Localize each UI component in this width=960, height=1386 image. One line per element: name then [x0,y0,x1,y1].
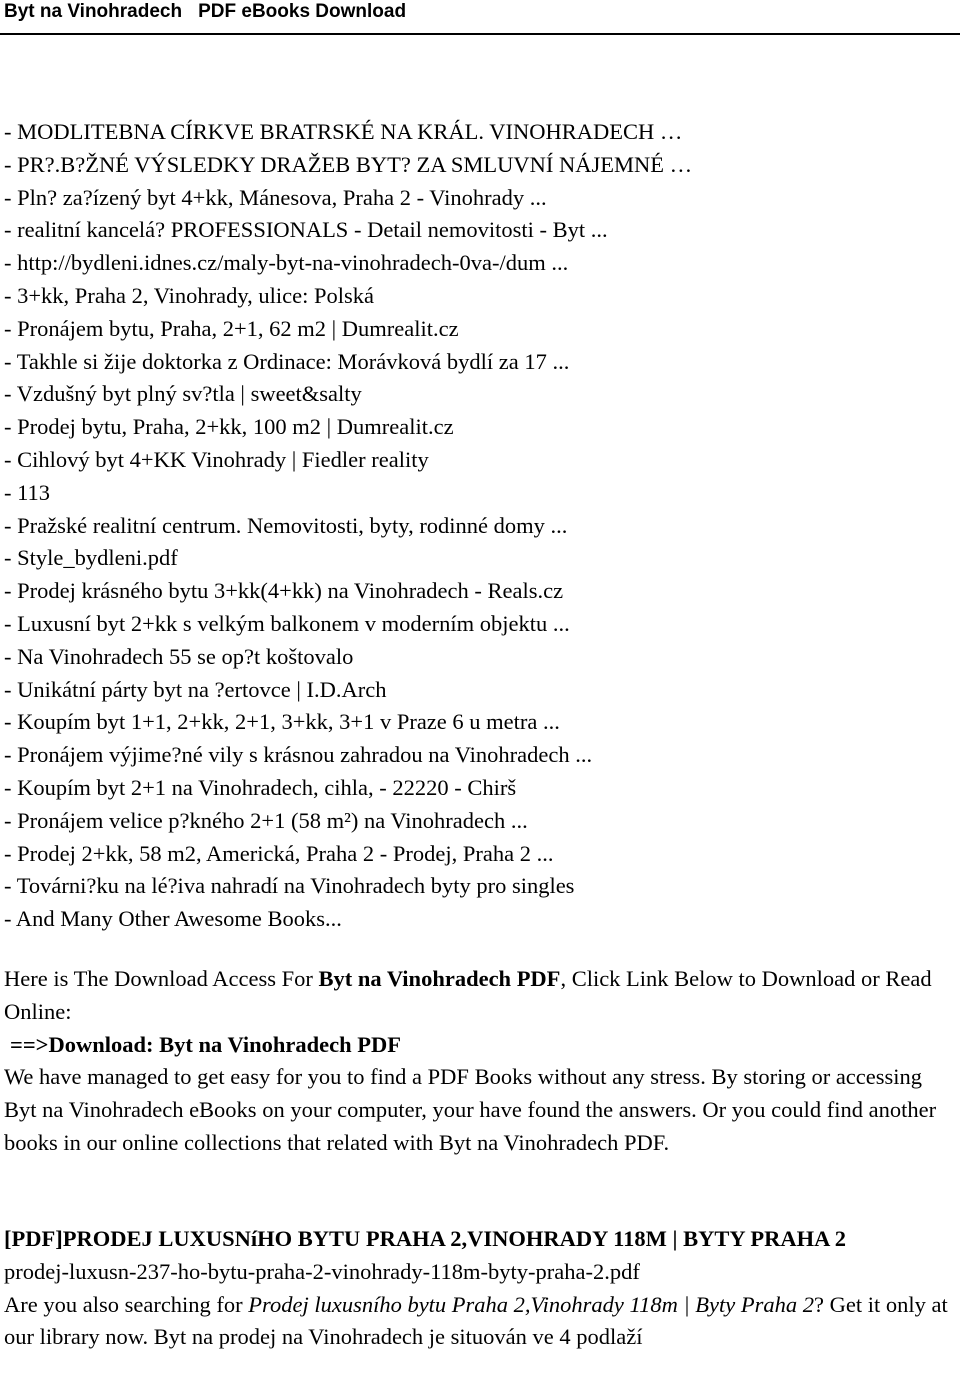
list-item: - Luxusní byt 2+kk s velkým balkonem v moderním objektu ... [4,610,570,636]
list-item: - Unikátní párty byt na ?ertovce | I.D.Arch [4,676,387,702]
list-item: - Prodej bytu, Praha, 2+kk, 100 m2 | Dumrealit.cz [4,414,454,440]
list-item: - Vzdušný byt plný sv?tla | sweet&salty [4,381,362,407]
list-item: - Takhle si žije doktorka z Ordinace: Morávková bydlí za 17 ... [4,348,570,374]
list-item: - Style_bydleni.pdf [4,545,178,571]
list-item: - Továrni?ku na lé?iva nahradí na Vinohradech byty pro singles [4,873,575,899]
header-subtitle: PDF eBooks Download [198,1,407,22]
list-item: - http://bydleni.idnes.cz/maly-byt-na-vinohradech-0va-/dum ... [4,250,569,276]
list-item: - MODLITEBNA CÍRKVE BRATRSKÉ NA KRÁL. VINOHRADECH … [4,119,683,144]
list-item: - Koupím byt 2+1 na Vinohradech, cihla, - 22220 - Chirš [4,774,517,800]
header-divider [0,33,960,35]
pdf-title-italic: Prodej luxusního bytu Praha 2,Vinohrady 118m | Byty Praha 2 [248,1291,814,1317]
list-item: - realitní kancelá? PROFESSIONALS - Detail nemovitosti - Byt ... [4,217,608,243]
list-item: - 3+kk, Praha 2, Vinohrady, ulice: Polská [4,282,375,308]
pdf-heading: [PDF]PRODEJ LUXUSNíHO BYTU PRAHA 2,VINOHRADY 118M | BYTY PRAHA 2 [4,1226,847,1251]
list-item: - Cihlový byt 4+KK Vinohrady | Fiedler reality [4,446,429,472]
list-item: - PR?.B?ŽNÉ VÝSLEDKY DRAŽEB BYT? ZA SMLUVNÍ NÁJEMNÉ … [4,151,693,177]
download-link[interactable]: ==>Download: Byt na Vinohradech PDF [10,1031,402,1057]
pdf-filename: prodej-luxusn-237-ho-bytu-praha-2-vinohrady-118m-byty-praha-2.pdf [4,1258,640,1284]
list-item: - Prodej krásného bytu 3+kk(4+kk) na Vinohradech - Reals.cz [4,578,564,604]
list-item: - Pronájem velice p?kného 2+1 (58 m²) na Vinohradech ... [4,807,528,833]
list-item: - Koupím byt 1+1, 2+kk, 2+1, 3+kk, 3+1 v Praze 6 u metra ... [4,709,560,735]
list-item: - Pražské realitní centrum. Nemovitosti, byty, rodinné domy ... [4,512,568,538]
download-access-section [4,963,954,1160]
book-title: Byt na Vinohradech PDF [318,966,561,991]
list-item: - And Many Other Awesome Books... [4,906,342,932]
description-text: We have managed to get easy for you to find a PDF Books without any stress. By storing or accessing Byt na Vinohradech eBooks on your computer, your have found the answers. Or you could find another books in our online collections that related with Byt na Vinohradech PDF. [4,1064,937,1155]
related-links-list [4,116,692,936]
pdf-section [4,1223,954,1354]
list-item: - Pronájem výjime?né vily s krásnou zahradou na Vinohradech ... [4,742,593,768]
download-intro: Here is The Download Access For Byt na Vinohradech PDF, Click Link Below to Download or Read Online: [4,966,932,1024]
list-item: - Prodej 2+kk, 58 m2, Americká, Praha 2 - Prodej, Praha 2 ... [4,840,554,866]
page-header [4,0,406,26]
list-item: - Na Vinohradech 55 se op?t koštovalo [4,643,354,669]
list-item: - Pln? za?ízený byt 4+kk, Mánesova, Praha 2 - Vinohrady ... [4,184,547,210]
list-item: - Pronájem bytu, Praha, 2+1, 62 m2 | Dumrealit.cz [4,315,459,341]
header-title: Byt na Vinohradech [4,1,183,22]
list-item: - 113 [4,479,51,505]
pdf-description: Are you also searching for Prodej luxusního bytu Praha 2,Vinohrady 118m | Byty Praha 2? Get it only at our library now. Byt na prodej na Vinohradech je situován ve 4 podlaží [4,1291,948,1350]
